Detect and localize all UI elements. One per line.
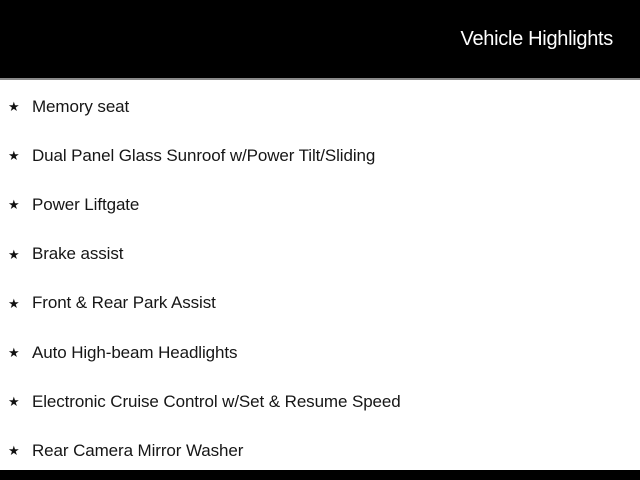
- highlight-item-label: Rear Camera Mirror Washer: [32, 440, 244, 460]
- highlight-item-label: Front & Rear Park Assist: [32, 293, 216, 313]
- header-divider: [0, 78, 640, 80]
- star-icon: ★: [8, 99, 20, 115]
- highlight-item-label: Power Liftgate: [32, 194, 140, 214]
- highlight-item-label: Dual Panel Glass Sunroof w/Power Tilt/Sliding: [32, 145, 376, 165]
- star-icon: ★: [8, 148, 20, 164]
- highlight-item-label: Auto High-beam Headlights: [32, 342, 238, 362]
- list-item: [8, 377, 640, 426]
- list-item: [8, 279, 640, 328]
- page-title: Vehicle Highlights: [460, 27, 613, 50]
- list-item: [8, 426, 640, 475]
- highlight-item-label: Memory seat: [32, 96, 130, 116]
- star-icon: ★: [8, 295, 20, 311]
- list-item: [8, 180, 640, 229]
- header-bar: [0, 0, 640, 78]
- list-item: [8, 328, 640, 377]
- footer-bar: [0, 470, 640, 480]
- list-item: [8, 131, 640, 180]
- star-icon: ★: [8, 443, 20, 459]
- star-icon: ★: [8, 394, 20, 410]
- star-icon: ★: [8, 197, 20, 213]
- highlights-list: [0, 82, 640, 476]
- highlight-item-label: Electronic Cruise Control w/Set & Resume Speed: [32, 391, 401, 411]
- list-item: [8, 82, 640, 131]
- list-item: [8, 230, 640, 279]
- star-icon: ★: [8, 246, 20, 262]
- highlight-item-label: Brake assist: [32, 244, 124, 264]
- star-icon: ★: [8, 345, 20, 361]
